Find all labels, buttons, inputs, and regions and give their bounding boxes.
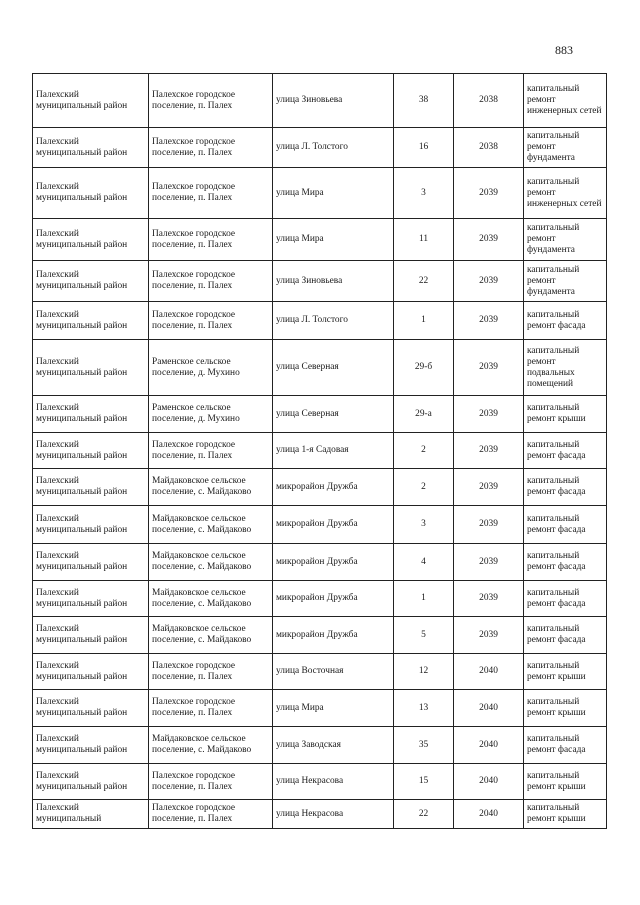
district-cell: Палехский муниципальный район [33, 690, 149, 727]
year-cell: 2040 [454, 800, 524, 829]
house-number-cell: 22 [394, 800, 454, 829]
district-cell: Палехский муниципальный район [33, 396, 149, 433]
year-cell: 2039 [454, 168, 524, 219]
work-type-cell: капитальный ремонт крыши [524, 800, 607, 829]
street-cell: улица Заводская [273, 727, 394, 764]
street-cell: улица Мира [273, 690, 394, 727]
settlement-cell: Палехское городское поселение, п. Палех [149, 800, 273, 829]
work-type-cell: капитальный ремонт крыши [524, 654, 607, 690]
district-cell: Палехский муниципальный район [33, 544, 149, 581]
table-row [33, 128, 607, 168]
district-cell: Палехский муниципальный район [33, 617, 149, 654]
work-type-cell: капитальный ремонт крыши [524, 690, 607, 727]
house-number-cell: 2 [394, 433, 454, 469]
work-type-cell: капитальный ремонт фасада [524, 617, 607, 654]
year-cell: 2039 [454, 340, 524, 396]
district-cell: Палехский муниципальный район [33, 261, 149, 302]
street-cell: улица Мира [273, 168, 394, 219]
work-type-cell: капитальный ремонт фасада [524, 506, 607, 544]
year-cell: 2039 [454, 433, 524, 469]
settlement-cell: Палехское городское поселение, п. Палех [149, 302, 273, 340]
district-cell: Палехский муниципальный район [33, 581, 149, 617]
district-cell: Палехский муниципальный район [33, 302, 149, 340]
settlement-cell: Раменское сельское поселение, д. Мухино [149, 396, 273, 433]
settlement-cell: Палехское городское поселение, п. Палех [149, 764, 273, 800]
house-number-cell: 12 [394, 654, 454, 690]
work-type-cell: капитальный ремонт фундамента [524, 128, 607, 168]
house-number-cell: 2 [394, 469, 454, 506]
year-cell: 2039 [454, 219, 524, 261]
work-type-cell: капитальный ремонт фасада [524, 727, 607, 764]
settlement-cell: Палехское городское поселение, п. Палех [149, 654, 273, 690]
district-cell: Палехский муниципальный район [33, 340, 149, 396]
page-number: 883 [555, 43, 573, 57]
settlement-cell: Палехское городское поселение, п. Палех [149, 690, 273, 727]
year-cell: 2040 [454, 727, 524, 764]
year-cell: 2040 [454, 690, 524, 727]
district-cell: Палехский муниципальный район [33, 727, 149, 764]
settlement-cell: Палехское городское поселение, п. Палех [149, 128, 273, 168]
table-row [33, 800, 607, 829]
house-number-cell: 5 [394, 617, 454, 654]
settlement-cell: Палехское городское поселение, п. Палех [149, 74, 273, 128]
house-number-cell: 1 [394, 581, 454, 617]
year-cell: 2038 [454, 128, 524, 168]
house-number-cell: 4 [394, 544, 454, 581]
work-type-cell: капитальный ремонт фундамента [524, 219, 607, 261]
year-cell: 2039 [454, 506, 524, 544]
settlement-cell: Палехское городское поселение, п. Палех [149, 168, 273, 219]
work-type-cell: капитальный ремонт подвальных помещений [524, 340, 607, 396]
house-number-cell: 3 [394, 168, 454, 219]
work-type-cell: капитальный ремонт фасада [524, 302, 607, 340]
house-number-cell: 15 [394, 764, 454, 800]
table-row [33, 74, 607, 128]
work-type-cell: капитальный ремонт фундамента [524, 261, 607, 302]
house-number-cell: 38 [394, 74, 454, 128]
table-row [33, 654, 607, 690]
house-number-cell: 13 [394, 690, 454, 727]
table-row [33, 764, 607, 800]
year-cell: 2040 [454, 654, 524, 690]
street-cell: микрорайон Дружба [273, 617, 394, 654]
year-cell: 2040 [454, 764, 524, 800]
table-row [33, 617, 607, 654]
year-cell: 2039 [454, 396, 524, 433]
table-row [33, 506, 607, 544]
house-number-cell: 29-б [394, 340, 454, 396]
year-cell: 2039 [454, 469, 524, 506]
street-cell: улица Мира [273, 219, 394, 261]
work-type-cell: капитальный ремонт инженерных сетей [524, 168, 607, 219]
street-cell: улица Л. Толстого [273, 128, 394, 168]
district-cell: Палехский муниципальный район [33, 128, 149, 168]
table-row [33, 261, 607, 302]
table-row [33, 396, 607, 433]
street-cell: микрорайон Дружба [273, 544, 394, 581]
work-type-cell: капитальный ремонт инженерных сетей [524, 74, 607, 128]
table-row [33, 168, 607, 219]
district-cell: Палехский муниципальный район [33, 654, 149, 690]
settlement-cell: Майдаковское сельское поселение, с. Майдаково [149, 544, 273, 581]
work-type-cell: капитальный ремонт фасада [524, 544, 607, 581]
work-type-cell: капитальный ремонт фасада [524, 469, 607, 506]
street-cell: микрорайон Дружба [273, 506, 394, 544]
house-number-cell: 3 [394, 506, 454, 544]
street-cell: улица 1-я Садовая [273, 433, 394, 469]
house-number-cell: 16 [394, 128, 454, 168]
district-cell: Палехский муниципальный район [33, 219, 149, 261]
settlement-cell: Майдаковское сельское поселение, с. Майдаково [149, 617, 273, 654]
table-row [33, 581, 607, 617]
house-number-cell: 22 [394, 261, 454, 302]
settlement-cell: Раменское сельское поселение, д. Мухино [149, 340, 273, 396]
street-cell: улица Л. Толстого [273, 302, 394, 340]
year-cell: 2039 [454, 261, 524, 302]
settlement-cell: Палехское городское поселение, п. Палех [149, 261, 273, 302]
year-cell: 2039 [454, 544, 524, 581]
table-row [33, 340, 607, 396]
street-cell: микрорайон Дружба [273, 581, 394, 617]
district-cell: Палехский муниципальный район [33, 764, 149, 800]
district-cell: Палехский муниципальный район [33, 168, 149, 219]
settlement-cell: Палехское городское поселение, п. Палех [149, 433, 273, 469]
settlement-cell: Майдаковское сельское поселение, с. Майдаково [149, 581, 273, 617]
settlement-cell: Майдаковское сельское поселение, с. Майдаково [149, 727, 273, 764]
house-number-cell: 29-а [394, 396, 454, 433]
settlement-cell: Майдаковское сельское поселение, с. Майдаково [149, 506, 273, 544]
table-row [33, 690, 607, 727]
table-row [33, 433, 607, 469]
street-cell: микрорайон Дружба [273, 469, 394, 506]
table-row [33, 302, 607, 340]
table-row [33, 219, 607, 261]
street-cell: улица Некрасова [273, 764, 394, 800]
year-cell: 2039 [454, 617, 524, 654]
work-type-cell: капитальный ремонт крыши [524, 396, 607, 433]
street-cell: улица Восточная [273, 654, 394, 690]
house-number-cell: 1 [394, 302, 454, 340]
year-cell: 2038 [454, 74, 524, 128]
work-type-cell: капитальный ремонт крыши [524, 764, 607, 800]
table-row [33, 544, 607, 581]
street-cell: улица Северная [273, 340, 394, 396]
district-cell: Палехский муниципальный [33, 800, 149, 829]
house-number-cell: 11 [394, 219, 454, 261]
street-cell: улица Некрасова [273, 800, 394, 829]
settlement-cell: Майдаковское сельское поселение, с. Майдаково [149, 469, 273, 506]
settlement-cell: Палехское городское поселение, п. Палех [149, 219, 273, 261]
district-cell: Палехский муниципальный район [33, 469, 149, 506]
street-cell: улица Северная [273, 396, 394, 433]
street-cell: улица Зиновьева [273, 261, 394, 302]
work-type-cell: капитальный ремонт фасада [524, 433, 607, 469]
street-cell: улица Зиновьева [273, 74, 394, 128]
district-cell: Палехский муниципальный район [33, 506, 149, 544]
year-cell: 2039 [454, 302, 524, 340]
district-cell: Палехский муниципальный район [33, 433, 149, 469]
table-row [33, 469, 607, 506]
year-cell: 2039 [454, 581, 524, 617]
district-cell: Палехский муниципальный район [33, 74, 149, 128]
house-number-cell: 35 [394, 727, 454, 764]
table-row [33, 727, 607, 764]
work-type-cell: капитальный ремонт фасада [524, 581, 607, 617]
repair-schedule-table [32, 73, 607, 829]
